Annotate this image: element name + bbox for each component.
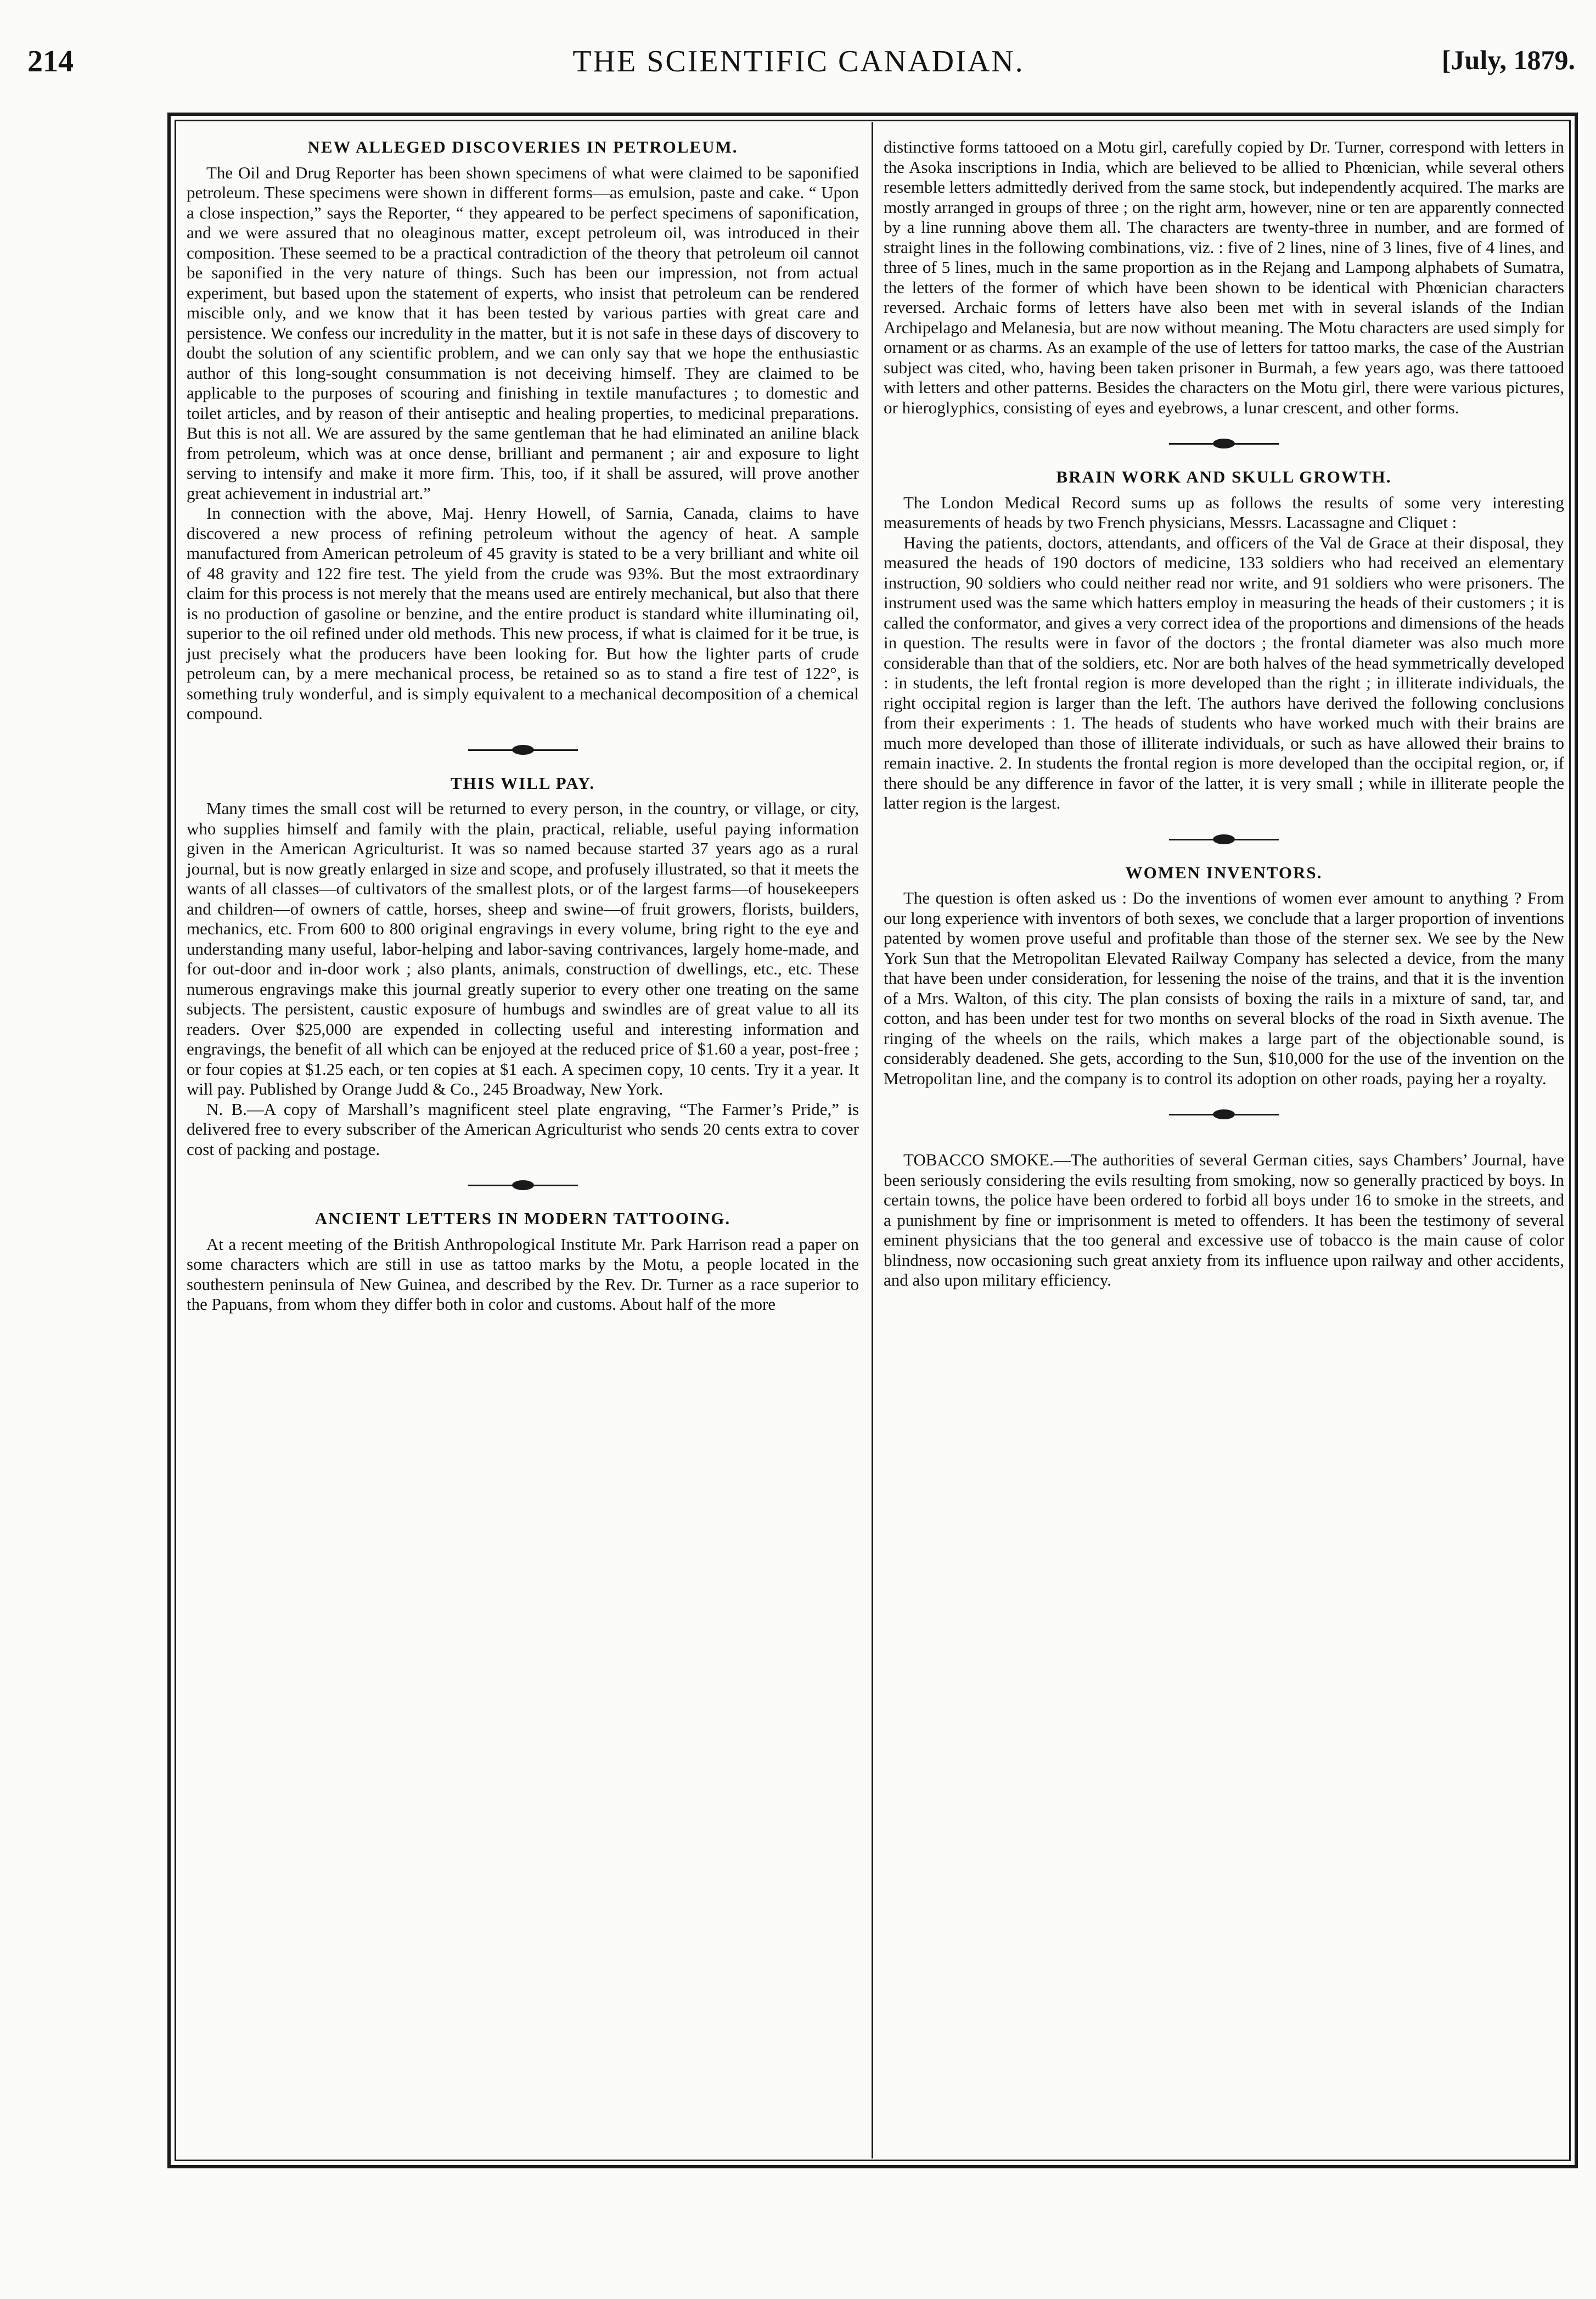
publication-title: THE SCIENTIFIC CANADIAN. [572, 44, 1025, 78]
article-paragraph: At a recent meeting of the British Anthropological Institute Mr. Park Harrison read a paper on some characters which are still in use as tattoo marks by the Motu, a people located in the southestern peninsula of New Guinea, and described by the Rev. Dr. Turner as a race superior to the Papuans, from whom they differ both in color and customs. About half of the more [187, 1234, 859, 1314]
article-women-inventors [884, 863, 1564, 1089]
right-column [884, 137, 1564, 1291]
headline-this-will-pay: THIS WILL PAY. [450, 773, 595, 793]
article-ancient-letters-continued [884, 137, 1564, 418]
section-divider [187, 1171, 859, 1199]
article-paragraph: N. B.—A copy of Marshall’s magnificent steel plate engraving, “The Farmer’s Pride,” is delivered free to every subscriber of the American Agriculturist who sends 20 cents extra to cover cost of packing and postage. [187, 1099, 859, 1159]
section-divider [187, 736, 859, 764]
page-header [22, 44, 1575, 93]
column-divider [872, 122, 873, 2158]
article-brain-work [884, 467, 1564, 814]
article-paragraph: distinctive forms tattooed on a Motu girl, carefully copied by Dr. Turner, correspond with letters in the Asoka inscriptions in India, which are believed to be allied to Phœnician, while several others resemble letters admittedly derived from the same stock, but independently acquired. The marks are mostly arranged in groups of three ; on the right arm, however, nine or ten are apparently connected by a line running above them all. The characters are twenty-three in number, and are formed of straight lines in the following combinations, viz. : five of 2 lines, nine of 3 lines, five of 4 lines, and three of 5 lines, much in the same proportion as in the Rejang and Lampong alphabets of Sumatra, the letters of the former of which have been shown to be identical with Phœnician characters reversed. Archaic forms of letters have also been met with in several islands of the Indian Archipelago and Melanesia, but are now without meaning. The Motu characters are used simply for ornament or as charms. As an example of the use of letters for tattoo marks, the case of the Austrian subject was cited, who, having been taken prisoner in Burmah, a few years ago, was there tattooed with letters and other patterns. Besides the characters on the Motu girl, there were various pictures, or hieroglyphics, consisting of eyes and eyebrows, a lunar crescent, and other forms. [884, 137, 1564, 417]
headline-women-inventors: WOMEN INVENTORS. [1125, 862, 1323, 882]
article-paragraph: In connection with the above, Maj. Henry Howell, of Sarnia, Canada, claims to have discovered a new process of refining petroleum without the agency of heat. A sample manufactured from American petroleum of 45 gravity is stated to be a very brilliant and white oil of 48 gravity and 122 fire test. The yield from the crude was 93%. But the most extraordinary claim for this process is not merely that the means used are entirely mechanical, but also that there is no production of gasoline or benzine, and the entire product is standard white illuminating oil, superior to the oil refined under old methods. This new process, if what is claimed for it be true, is just precisely what the producers have been looking for. But how the lighter parts of crude petroleum can, by a mere mechanical process, be retained so as to stand a fire test of 122°, is something truly wonderful, and is simply equivalent to a mechanical decomposition of a chemical compound. [187, 503, 859, 723]
article-this-will-pay [187, 773, 859, 1160]
section-divider [884, 826, 1564, 853]
headline-petroleum: NEW ALLEGED DISCOVERIES IN PETROLEUM. [307, 137, 738, 156]
headline-ancient-letters: ANCIENT LETTERS IN MODERN TATTOOING. [314, 1209, 731, 1228]
article-paragraph: Many times the small cost will be returned to every person, in the country, or village, or city, who supplies himself and family with the plain, practical, reliable, useful paying information given in the American Agriculturist. It was so named because started 37 years ago as a rural journal, but is now greatly enlarged in size and scope, and profusely illustrated, so that it meets the wants of all classes—of cultivators of the smallest plots, or of the largest farms—of housekeepers and children—of owners of cattle, horses, sheep and swine—of fruit growers, florists, builders, mechanics, etc. From 600 to 800 original engravings in every volume, bring right to the eye and understanding many useful, labor-helping and labor-saving contrivances, largely home-made, and for out-door and in-door work ; also plants, animals, construction of dwellings, etc., etc. These numerous engravings make this journal greatly superior to every other one treating on the same subjects. The persistent, caustic exposure of humbugs and swindles are of great value to all its readers. Over $25,000 are expended in collecting useful and interesting information and engravings, the benefit of all which can be enjoyed at the reduced price of $1.60 a year, post-free ; or four copies at $1.25 each, or ten copies at $1 each. A specimen copy, 10 cents. Try it a year. It will pay. Published by Orange Judd & Co., 245 Broadway, New York. [187, 799, 859, 1098]
page-number: 214 [27, 44, 74, 78]
article-paragraph: TOBACCO SMOKE.—The authorities of several German cities, says Chambers’ Journal, have been seriously considering the evils resulting from smoking, now so generally practiced by boys. In certain towns, the police have been ordered to forbid all boys under 16 to smoke in the streets, and a punishment by fine or imprisonment is meted to offenders. It has been the testimony of several eminent physicians that the too general and excessive use of tobacco is the main cause of color blindness, now occasioning such great anxiety from its influence upon railway and other accidents, and also upon military efficiency. [884, 1150, 1564, 1289]
headline-brain-work: BRAIN WORK AND SKULL GROWTH. [1056, 467, 1392, 486]
article-petroleum [187, 137, 859, 724]
left-column [187, 137, 859, 1315]
article-tobacco-smoke [884, 1150, 1564, 1291]
article-paragraph: The Oil and Drug Reporter has been shown specimens of what were claimed to be saponified petroleum. These specimens were shown in different forms—as emulsion, paste and cake. “ Upon a close inspection,” says the Reporter, “ they appeared to be perfect specimens of saponification, and we were assured that no oleaginous matter, except petroleum oil, was introduced in their composition. These seemed to be a practical contradiction of the theory that petroleum oil cannot be saponified in the very nature of things. Such has been our impression, not from actual experiment, but based upon the statement of experts, who insist that petroleum can be rendered miscible only, and we know that it has been tested by various parties with great care and persistence. We confess our incredulity in the matter, but it is not safe in these days of discovery to doubt the solution of any scientific problem, and we can only say that we hope the enthusiastic author of this long-sought consummation is not deceiving himself. They are claimed to be applicable to the purposes of scouring and finishing in textile manufactures ; to domestic and toilet articles, and by reason of their antiseptic and healing properties, to medicinal preparations. But this is not all. We are assured by the same gentleman that he had eliminated an aniline black from petroleum, which was at once dense, brilliant and permanent ; air and exposure to light serving to intensify and make it more firm. This, too, if it shall be assured, will prove another great achievement in industrial art.” [187, 162, 859, 503]
issue-date: [July, 1879. [1441, 44, 1575, 75]
article-paragraph: The London Medical Record sums up as follows the results of some very interesting measurements of heads by two French physicians, Messrs. Lacassagne and Cliquet : [884, 492, 1564, 532]
section-divider [884, 1101, 1564, 1128]
article-paragraph: The question is often asked us : Do the inventions of women ever amount to anything ? From our long experience with inventors of both sexes, we conclude that a larger proportion of inventions patented by women prove useful and profitable than those of the sterner sex. We see by the New York Sun that the Metropolitan Elevated Railway Company has selected a device, from the many that have been under consideration, for lessening the noise of the trains, and that it is the invention of a Mrs. Walton, of this city. The plan consists of boxing the rails in a mixture of sand, tar, and cotton, and has been under test for two months on several blocks of the road in Sixth avenue. The ringing of the wheels on the rails, which makes a large part of the objectionable sound, is considerably deadened. She gets, according to the Sun, $10,000 for the use of the invention on the Metropolitan line, and the company is to control its adoption on other roads, paying her a royalty. [884, 888, 1564, 1088]
article-paragraph: Having the patients, doctors, attendants, and officers of the Val de Grace at their disposal, they measured the heads of 190 doctors of medicine, 133 soldiers who had received an elementary instruction, 90 soldiers who could neither read nor write, and 91 soldiers who were prisoners. The instrument used was the same which hatters employ in measuring the heads of their customers ; it is called the conformator, and gives a very correct idea of the proportions and dimensions of the heads in question. The results were in favor of the doctors ; the frontal diameter was also much more considerable than that of the soldiers, etc. Nor are both halves of the head symmetrically developed : in students, the left frontal region is more developed than the right ; in illiterate individuals, the right occipital region is larger than the left. The authors have derived the following conclusions from their experiments : 1. The heads of students who have worked much with their brains are much more developed than those of illiterate individuals, or such as have allowed their brains to remain inactive. 2. In students the frontal region is more developed than the occipital region, or, if there should be any difference in favor of the latter, it is very small ; while in illiterate people the latter region is the largest. [884, 532, 1564, 812]
section-divider [884, 430, 1564, 457]
article-ancient-letters [187, 1209, 859, 1315]
